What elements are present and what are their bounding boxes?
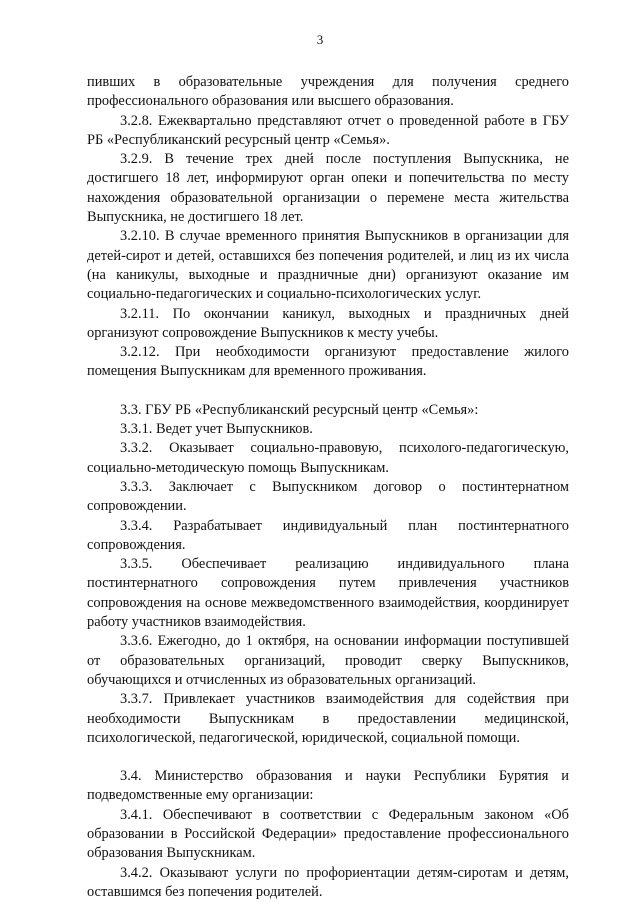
- paragraph: 3.2.9. В течение трех дней после поступления Выпускника, не достигшего 18 лет, информируют орган опеки и попечительства по месту нахождения образовательной организации о перемене места жительства Выпускника, не достигшего 18 лет.: [87, 151, 569, 226]
- paragraph: 3.2.8. Ежеквартально представляют отчет о проведенной работе в ГБУ РБ «Республиканский ресурсный центр «Семья».: [87, 112, 569, 148]
- section-spacer: [87, 748, 569, 767]
- paragraph: 3.2.12. При необходимости организуют предоставление жилого помещения Выпускникам для временного проживания.: [87, 344, 569, 380]
- paragraph: 3.4. Министерство образования и науки Республики Бурятия и подведомственные ему организации:: [87, 768, 569, 804]
- page-number: 3: [316, 32, 324, 47]
- paragraph: 3.4.1. Обеспечивают в соответствии с Федеральным законом «Об образовании в Российской Федерации» предоставление профессионального образования Выпускникам.: [87, 806, 569, 862]
- paragraph: 3.3.1. Ведет учет Выпускников.: [120, 421, 313, 438]
- section-spacer: [87, 382, 569, 401]
- paragraph: 3.3. ГБУ РБ «Республиканский ресурсный центр «Семья»:: [120, 401, 479, 418]
- paragraph: 3.3.6. Ежегодно, до 1 октября, на основании информации поступившей от образовательных организаций, проводит сверку Выпускников, обучающихся и отчисленных из образовательных организаций.: [87, 633, 569, 688]
- paragraph: 3.4.2. Оказывают услуги по профориентации детям-сиротам и детям, оставшимся без попечения родителей.: [87, 864, 569, 900]
- paragraph: пивших в образовательные учреждения для получения среднего профессионального образования или высшего образования.: [87, 74, 569, 110]
- paragraph: 3.3.3. Заключает с Выпускником договор о постинтернатном сопровождении.: [87, 478, 569, 515]
- document-body: [87, 73, 569, 902]
- paragraph: 3.3.5. Обеспечивает реализацию индивидуального плана постинтернатного сопровождения путем привлечения участников сопровождения на основе межведомственного взаимодействия, координирует работу участников взаимодействия.: [87, 556, 569, 631]
- paragraph: 3.2.10. В случае временного принятия Выпускников в организации для детей-сирот и детей, оставшихся без попечения родителей, и лиц из их числа (на каникулы, выходные и праздничные дни) организуют оказание им социально-педагогических и социально-психологических услуг.: [87, 228, 569, 303]
- paragraph: 3.3.4. Разрабатывает индивидуальный план постинтернатного сопровождения.: [87, 517, 569, 553]
- paragraph: 3.2.11. По окончании каникул, выходных и праздничных дней организуют сопровождение Выпускников к месту учебы.: [87, 305, 569, 341]
- paragraph: 3.3.2. Оказывает социально-правовую, психолого-педагогическую, социально-методическую помощь Выпускникам.: [87, 440, 569, 476]
- paragraph: 3.3.7. Привлекает участников взаимодействия для содействия при необходимости Выпускникам в предоставлении медицинской, психологической, педагогической, юридической, социальной помощи.: [87, 691, 569, 746]
